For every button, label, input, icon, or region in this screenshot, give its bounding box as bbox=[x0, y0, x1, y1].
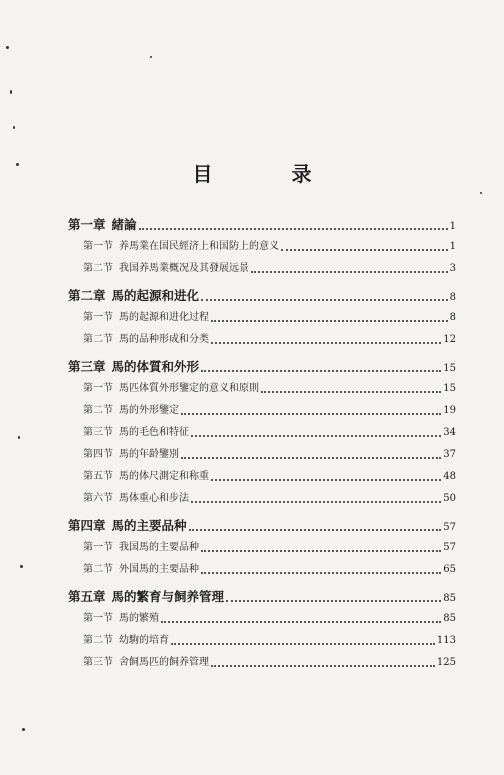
toc-page-number: 8 bbox=[449, 292, 456, 303]
dot-leader bbox=[181, 407, 441, 415]
toc-section-row bbox=[68, 308, 456, 330]
toc-entry-title: 馬的品种形成和分类 bbox=[119, 334, 209, 345]
dot-leader bbox=[181, 451, 441, 459]
toc-entry-label: 第三节 bbox=[83, 427, 113, 438]
toc-entry-label: 第一节 bbox=[83, 241, 113, 252]
dot-leader bbox=[191, 495, 441, 503]
dot-leader bbox=[201, 362, 441, 372]
toc-page-number: 3 bbox=[449, 263, 456, 274]
toc-chapter-row bbox=[68, 516, 456, 538]
toc-section-row bbox=[68, 609, 456, 631]
toc-entry-label: 第二节 bbox=[83, 635, 113, 646]
toc-page-number: 12 bbox=[443, 334, 456, 345]
toc-section-row bbox=[68, 467, 456, 489]
toc-page-number: 85 bbox=[443, 593, 456, 604]
toc-entry-title: 緒論 bbox=[111, 217, 137, 232]
toc-entry-title: 我国馬的主要品种 bbox=[119, 542, 199, 553]
toc-section-row bbox=[68, 560, 456, 582]
toc-entry-label: 第二章 bbox=[68, 288, 106, 303]
toc-section-row bbox=[68, 401, 456, 423]
toc-entry-title: 养馬業在国民經济上和国防上的意义 bbox=[119, 241, 279, 252]
toc-entry-label: 第一节 bbox=[83, 542, 113, 553]
toc-entry-label: 第四节 bbox=[83, 449, 113, 460]
toc-page-number: 37 bbox=[443, 449, 456, 460]
toc-entry-title: 外国馬的主要品种 bbox=[119, 564, 199, 575]
toc-section-row bbox=[68, 489, 456, 511]
toc-entry-label: 第五节 bbox=[83, 471, 113, 482]
toc-entry-label: 第二节 bbox=[83, 263, 113, 274]
toc-entry-title: 幼駒的培育 bbox=[119, 635, 169, 646]
dot-leader bbox=[201, 291, 448, 301]
toc-section-row bbox=[68, 259, 456, 281]
toc-section-row bbox=[68, 653, 456, 675]
toc-section-row bbox=[68, 631, 456, 653]
toc-entry-label: 第五章 bbox=[68, 589, 106, 604]
scan-speck bbox=[16, 163, 19, 166]
toc-section-row bbox=[68, 379, 456, 401]
toc-section-row bbox=[68, 237, 456, 259]
dot-leader bbox=[171, 637, 435, 645]
dot-leader bbox=[211, 659, 435, 667]
toc-section-row bbox=[68, 538, 456, 560]
toc-chapter-row bbox=[68, 286, 456, 308]
toc-page-number: 1 bbox=[449, 221, 456, 232]
toc-entry-title: 馬的体質和外形 bbox=[111, 359, 200, 374]
toc-entry-label: 第一节 bbox=[83, 383, 113, 394]
dot-leader bbox=[189, 521, 442, 531]
scan-speck bbox=[20, 565, 23, 568]
toc-entry-label: 第四章 bbox=[68, 518, 106, 533]
toc-entry-label: 第三节 bbox=[83, 657, 113, 668]
toc-section-row bbox=[68, 423, 456, 445]
table-of-contents bbox=[68, 210, 456, 675]
toc-entry-label: 第三章 bbox=[68, 359, 106, 374]
toc-page-number: 50 bbox=[443, 493, 456, 504]
scan-speck bbox=[6, 46, 9, 49]
toc-entry-label: 第二节 bbox=[83, 334, 113, 345]
dot-leader bbox=[211, 314, 448, 322]
toc-section-row bbox=[68, 445, 456, 467]
toc-entry-label: 第二节 bbox=[83, 405, 113, 416]
toc-entry-title: 馬的起源和进化过程 bbox=[119, 312, 209, 323]
toc-page-number: 48 bbox=[443, 471, 456, 482]
toc-chapter-row bbox=[68, 357, 456, 379]
dot-leader bbox=[281, 243, 448, 251]
toc-page-number: 15 bbox=[443, 363, 456, 374]
scan-speck bbox=[10, 90, 12, 94]
toc-page-number: 57 bbox=[443, 522, 456, 533]
dot-leader bbox=[251, 265, 448, 273]
dot-leader bbox=[161, 615, 441, 623]
scan-speck bbox=[480, 192, 482, 194]
toc-page-number: 1 bbox=[449, 241, 456, 252]
toc-entry-title: 舍飼馬匹的飼养管理 bbox=[119, 657, 209, 668]
toc-entry-title: 馬体重心和步法 bbox=[119, 493, 189, 504]
toc-entry-label: 第一章 bbox=[68, 217, 106, 232]
toc-page-number: 113 bbox=[436, 635, 456, 646]
scan-speck bbox=[13, 126, 15, 129]
dot-leader bbox=[201, 544, 441, 552]
scan-speck bbox=[22, 728, 25, 731]
toc-entry-title: 馬的繁殖 bbox=[119, 613, 159, 624]
dot-leader bbox=[211, 336, 441, 344]
toc-page-number: 8 bbox=[449, 312, 456, 323]
dot-leader bbox=[261, 385, 441, 393]
toc-entry-title: 馬的起源和进化 bbox=[111, 288, 200, 303]
toc-entry-title: 馬的体尺測定和称重 bbox=[119, 471, 209, 482]
toc-page-number: 15 bbox=[443, 383, 456, 394]
toc-entry-title: 馬的年龄鑒別 bbox=[119, 449, 179, 460]
toc-page-number: 85 bbox=[443, 613, 456, 624]
toc-page-number: 57 bbox=[443, 542, 456, 553]
toc-entry-label: 第一节 bbox=[83, 613, 113, 624]
dot-leader bbox=[201, 566, 441, 574]
toc-page-number: 34 bbox=[443, 427, 456, 438]
toc-entry-title: 馬的外形鑒定 bbox=[119, 405, 179, 416]
toc-entry-title: 馬的主要品种 bbox=[111, 518, 187, 533]
dot-leader bbox=[139, 220, 448, 230]
page-title: 目 录 bbox=[192, 162, 348, 186]
toc-page-number: 125 bbox=[436, 657, 456, 668]
toc-entry-label: 第六节 bbox=[83, 493, 113, 504]
scan-speck bbox=[18, 436, 20, 439]
dot-leader bbox=[211, 473, 441, 481]
scan-speck bbox=[150, 56, 152, 58]
toc-entry-title: 我国养馬業概况及其發展远景 bbox=[119, 263, 249, 274]
toc-chapter-row bbox=[68, 587, 456, 609]
toc-entry-label: 第一节 bbox=[83, 312, 113, 323]
toc-entry-label: 第二节 bbox=[83, 564, 113, 575]
toc-page-number: 19 bbox=[443, 405, 456, 416]
dot-leader bbox=[191, 429, 441, 437]
toc-chapter-row bbox=[68, 215, 456, 237]
dot-leader bbox=[226, 592, 441, 602]
toc-page-number: 65 bbox=[443, 564, 456, 575]
toc-entry-title: 馬匹体質外形鑒定的意义和原則 bbox=[119, 383, 259, 394]
toc-section-row bbox=[68, 330, 456, 352]
toc-entry-title: 馬的毛色和特征 bbox=[119, 427, 189, 438]
toc-entry-title: 馬的繁育与飼养管理 bbox=[111, 589, 225, 604]
